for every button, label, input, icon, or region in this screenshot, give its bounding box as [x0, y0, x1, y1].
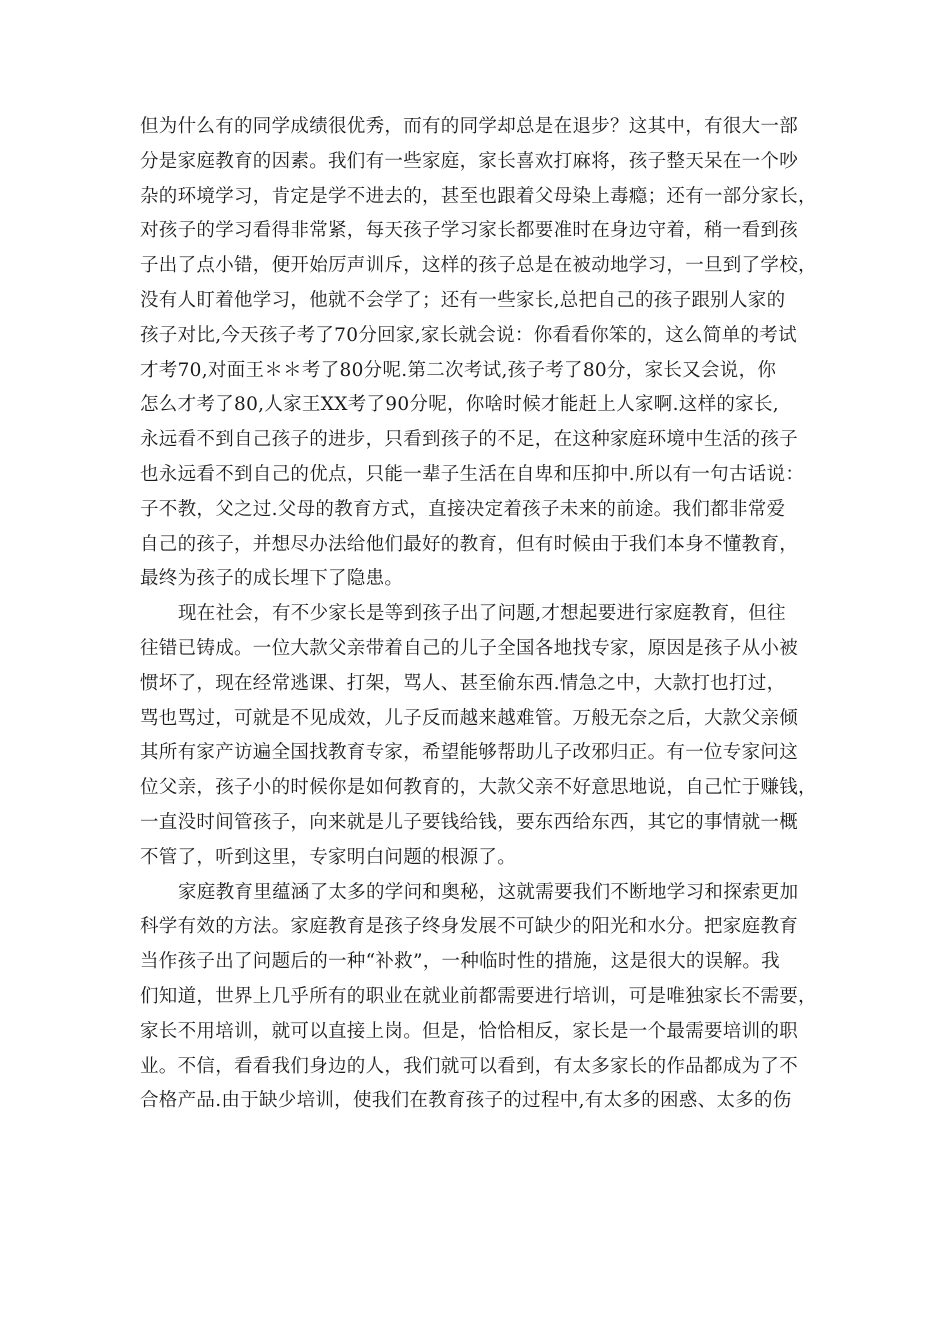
- text-line: 们知道，世界上几乎所有的职业在就业前都需要进行培训，可是唯独家长不需要，: [140, 985, 817, 1007]
- text-line: 其所有家产访遍全国找教育专家，希望能够帮助儿子改邪归正。有一位专家问这: [140, 742, 799, 764]
- text-line: 当作孩子出了问题后的一种“补救”，一种临时性的措施，这是很大的误解。我: [140, 951, 780, 973]
- text-line: 杂的环境学习，肯定是学不进去的，甚至也跟着父母染上毒瘾；还有一部分家长，: [140, 185, 817, 207]
- paragraph: [140, 597, 830, 875]
- text-line: 自己的孩子，并想尽办法给他们最好的教育，但有时候由于我们本身不懂教育，: [140, 533, 799, 555]
- text-line: 永远看不到自己孩子的进步，只看到孩子的不足，在这种家庭环境中生活的孩子: [140, 429, 799, 451]
- text-line: 骂也骂过，可就是不见成效，儿子反而越来越难管。万般无奈之后，大款父亲倾: [140, 707, 799, 729]
- text-line: 没有人盯着他学习，他就不会学了；还有一些家长,总把自己的孩子跟别人家的: [140, 289, 786, 311]
- text-line: 才考70,对面王＊＊考了80分呢.第二次考试,孩子考了80分，家长又会说，你: [140, 359, 777, 381]
- text-line: 最终为孩子的成长埋下了隐患。: [140, 568, 404, 590]
- text-line: 但为什么有的同学成绩很优秀，而有的同学却总是在退步？这其中，有很大一部: [140, 116, 799, 137]
- text-line: 也永远看不到自己的优点，只能一辈子生活在自卑和压抑中.所以有一句古话说：: [140, 463, 805, 485]
- text-line: 怎么才考了80,人家王XX考了90分呢，你啥时候才能赶上人家啊.这样的家长,: [140, 394, 779, 416]
- text-line: 子出了点小错，便开始厉声训斥，这样的孩子总是在被动地学习，一旦到了学校，: [140, 255, 817, 277]
- text-line: 对孩子的学习看得非常紧，每天孩子学习家长都要准时在身边守着，稍一看到孩: [140, 220, 799, 242]
- document-body: [140, 110, 830, 1119]
- text-line: 孩子对比,今天孩子考了70分回家,家长就会说：你看看你笨的，这么简单的考试: [140, 324, 797, 346]
- paragraph: [140, 110, 830, 597]
- text-line: 业。不信，看看我们身边的人，我们就可以看到，有太多家长的作品都成为了不: [140, 1055, 799, 1077]
- text-line: 往错已铸成。一位大款父亲带着自己的儿子全国各地找专家，原因是孩子从小被: [140, 637, 799, 659]
- text-line: 不管了，听到这里，专家明白问题的根源了。: [140, 846, 517, 868]
- text-line: 家庭教育里蕴涵了太多的学问和奥秘，这就需要我们不断地学习和探索更加: [178, 881, 799, 903]
- text-line: 一直没时间管孩子，向来就是儿子要钱给钱，要东西给东西，其它的事情就一概: [140, 811, 799, 833]
- text-line: 位父亲，孩子小的时候你是如何教育的，大款父亲不好意思地说，自己忙于赚钱，: [140, 777, 817, 799]
- text-line: 惯坏了，现在经常逃课、打架，骂人、甚至偷东西.情急之中，大款打也打过，: [140, 672, 786, 694]
- text-line: 合格产品.由于缺少培训，使我们在教育孩子的过程中,有太多的困惑、太多的伤: [140, 1090, 792, 1112]
- text-line: 现在社会，有不少家长是等到孩子出了问题,才想起要进行家庭教育，但往: [178, 603, 786, 625]
- text-line: 家长不用培训，就可以直接上岗。但是，恰恰相反，家长是一个最需要培训的职: [140, 1020, 799, 1042]
- text-line: 子不教，父之过.父母的教育方式，直接决定着孩子未来的前途。我们都非常爱: [140, 498, 786, 520]
- text-line: 分是家庭教育的因素。我们有一些家庭，家长喜欢打麻将，孩子整天呆在一个吵: [140, 150, 799, 172]
- paragraph: [140, 876, 830, 1120]
- text-line: 科学有效的方法。家庭教育是孩子终身发展不可缺少的阳光和水分。把家庭教育: [140, 916, 799, 938]
